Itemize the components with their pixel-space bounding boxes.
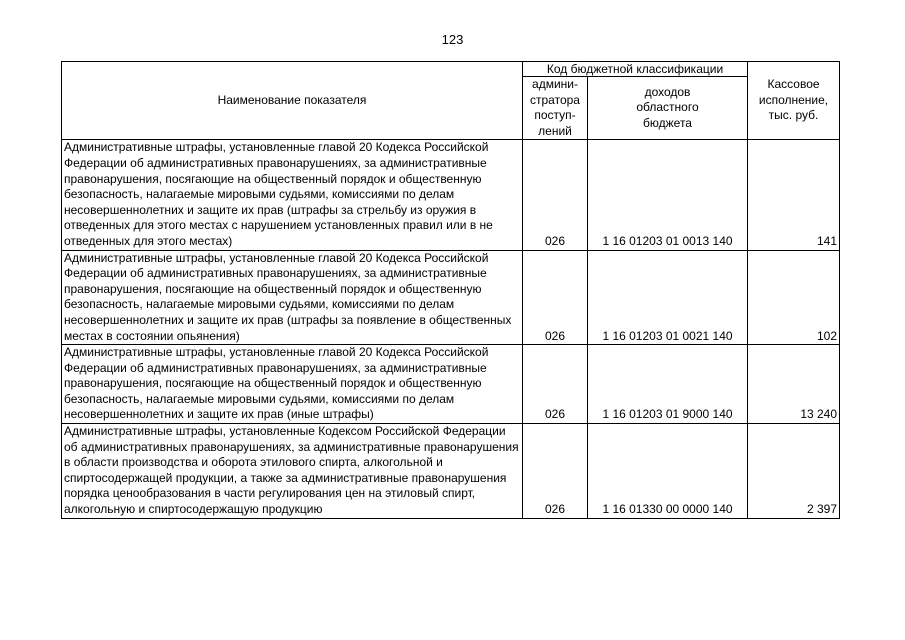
- header-cash-execution: Кассовое исполнение, тыс. руб.: [748, 62, 840, 140]
- row-income-code: 1 16 01330 00 0000 140: [588, 424, 748, 519]
- row-amount: 2 397: [748, 424, 840, 519]
- row-amount: 13 240: [748, 345, 840, 424]
- row-income-code: 1 16 01203 01 0021 140: [588, 250, 748, 345]
- table-header: [62, 62, 840, 140]
- row-admin-code: 026: [523, 345, 588, 424]
- row-admin-code: 026: [523, 140, 588, 250]
- row-amount: 141: [748, 140, 840, 250]
- table-row: [62, 424, 840, 519]
- row-admin-code: 026: [523, 250, 588, 345]
- row-income-code: 1 16 01203 01 9000 140: [588, 345, 748, 424]
- header-administrator: админи- стратора поступ- лений: [523, 77, 588, 140]
- page-number: 123: [441, 32, 464, 47]
- row-indicator-name: Административные штрафы, установленные главой 20 Кодекса Российской Федерации об административных правонарушениях, за административные правонарушения, посягающие на общественный порядок и общественную безопасность, налагаемые мировыми судьями, комиссиями по делам несовершеннолетних и защите их прав (штрафы за стрельбу из оружия в отведенных для этого местах с нарушением установленных правил или в не отведенных для этого местах): [62, 140, 523, 250]
- row-indicator-name: Административные штрафы, установленные Кодексом Российской Федерации об административных правонарушениях, за административные правонарушения в области производства и оборота этилового спирта, алкогольной и спиртосодержащей продукции, а также за административные правонарушения порядка ценообразования в части регулирования цен на этиловый спирт, алкогольную и спиртосодержащую продукцию: [62, 424, 523, 519]
- table-row: [62, 140, 840, 250]
- table-row: [62, 345, 840, 424]
- header-indicator-name: Наименование показателя: [62, 62, 523, 140]
- header-budget-code: Код бюджетной классификации: [523, 62, 748, 77]
- row-indicator-name: Административные штрафы, установленные главой 20 Кодекса Российской Федерации об административных правонарушениях, за административные правонарушения, посягающие на общественный порядок и общественную безопасность, налагаемые мировыми судьями, комиссиями по делам несовершеннолетних и защите их прав (иные штрафы): [62, 345, 523, 424]
- budget-table: [61, 61, 840, 519]
- row-indicator-name: Административные штрафы, установленные главой 20 Кодекса Российской Федерации об административных правонарушениях, за административные правонарушения, посягающие на общественный порядок и общественную безопасность, налагаемые мировыми судьями, комиссиями по делам несовершеннолетних и защите их прав (штрафы за появление в общественных местах в состоянии опьянения): [62, 250, 523, 345]
- table-row: [62, 250, 840, 345]
- header-regional-income: доходов областного бюджета: [588, 77, 748, 140]
- row-amount: 102: [748, 250, 840, 345]
- row-income-code: 1 16 01203 01 0013 140: [588, 140, 748, 250]
- row-admin-code: 026: [523, 424, 588, 519]
